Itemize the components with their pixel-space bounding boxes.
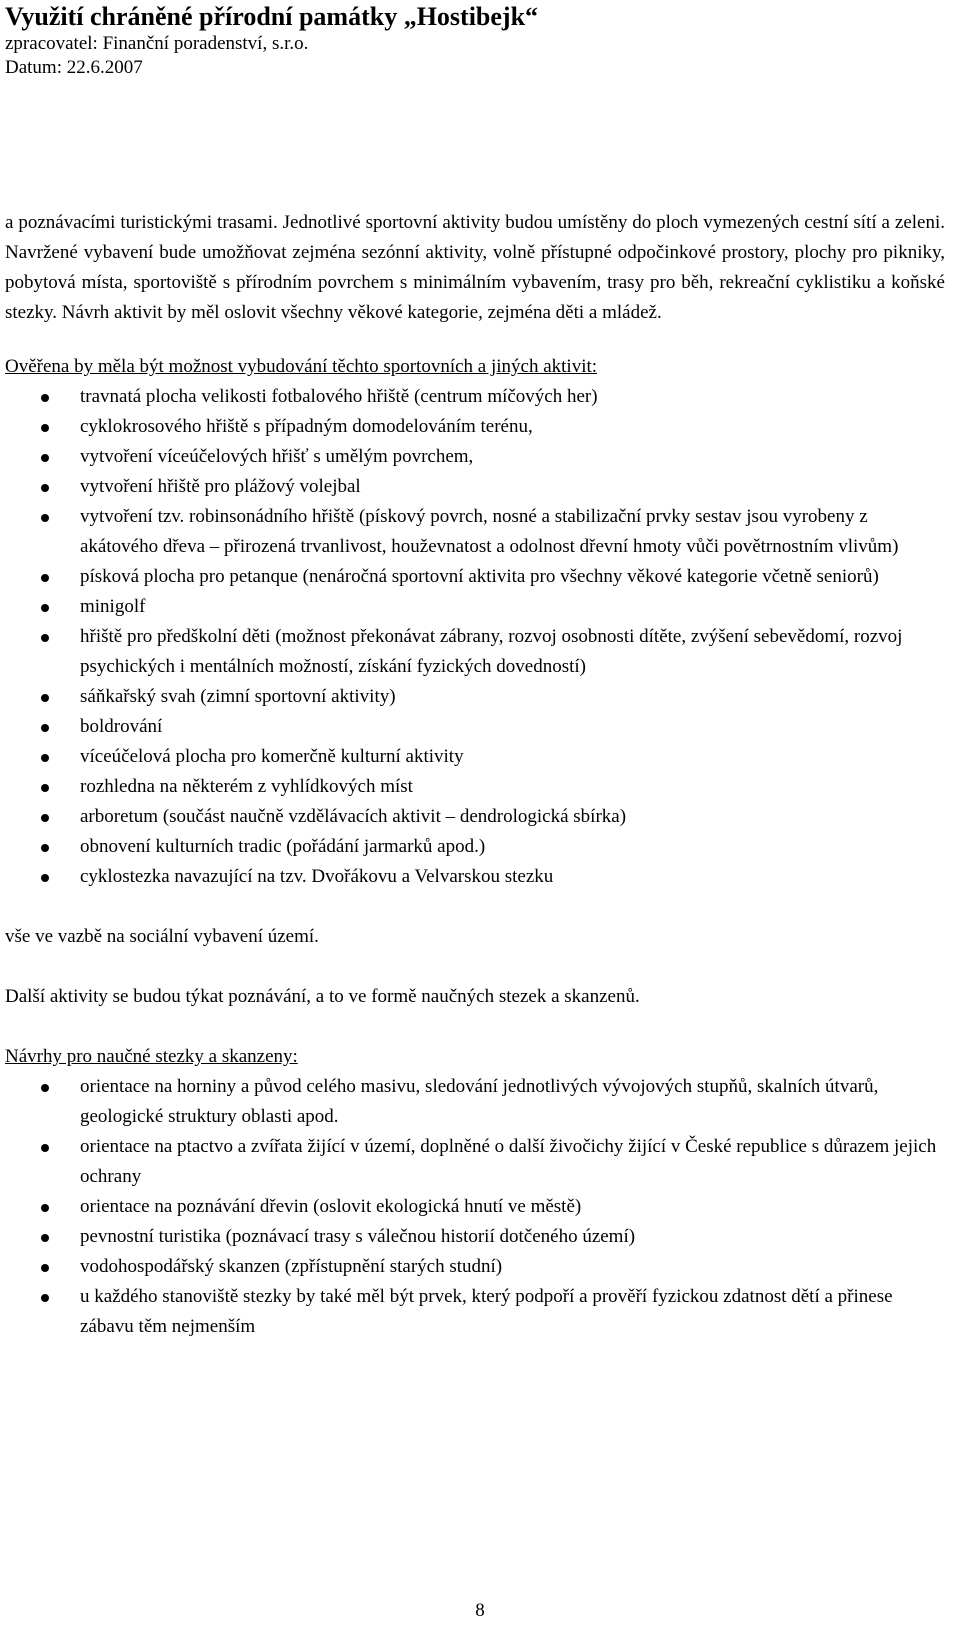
list-item: travnatá plocha velikosti fotbalového hřiště (centrum míčových her) xyxy=(5,382,945,412)
bullet-icon xyxy=(41,454,49,462)
closing-line: vše ve vazbě na sociální vybavení území. xyxy=(5,926,319,947)
bullet-icon xyxy=(41,874,49,882)
document-header xyxy=(5,2,945,80)
bullet-icon xyxy=(41,484,49,492)
list-item: pevnostní turistika (poznávací trasy s válečnou historií dotčeného území) xyxy=(5,1222,945,1252)
trails-section-heading: Návrhy pro naučné stezky a skanzeny: xyxy=(5,1046,298,1067)
bullet-icon xyxy=(41,1234,49,1242)
bullet-icon xyxy=(41,1144,49,1152)
bullet-icon xyxy=(41,784,49,792)
list-item: arboretum (součást naučně vzdělávacích aktivit – dendrologická sbírka) xyxy=(5,802,945,832)
list-item: sáňkařský svah (zimní sportovní aktivity) xyxy=(5,682,945,712)
intro-paragraph: a poznávacími turistickými trasami. Jednotlivé sportovní aktivity budou umístěny do ploch vymezených cestní sítí a zeleni. Navržené vybavení bude umožňovat zejména sezónní aktivity, volně přístupné odpočinkové prostory, plochy pro pikniky, pobytová místa, sportoviště s přírodním povrchem s minimálním vybavením, trasy pro běh, rekreační cyklistiku a koňské stezky. Návrh aktivit by měl oslovit všechny věkové kategorie, zejména děti a mládež. xyxy=(5,212,945,323)
bullet-icon xyxy=(41,1204,49,1212)
sports-section-heading: Ověřena by měla být možnost vybudování těchto sportovních a jiných aktivit: xyxy=(5,356,598,377)
bullet-icon xyxy=(41,754,49,762)
list-item: cyklostezka navazující na tzv. Dvořákovu a Velvarskou stezku xyxy=(5,862,945,892)
bullet-icon xyxy=(41,634,49,642)
list-item: orientace na poznávání dřevin (oslovit ekologická hnutí ve městě) xyxy=(5,1192,945,1222)
page-number: 8 xyxy=(475,1600,485,1621)
bullet-icon xyxy=(41,604,49,612)
bullet-icon xyxy=(41,844,49,852)
list-item: orientace na horniny a původ celého masivu, sledování jednotlivých vývojových stupňů, skalních útvarů, geologické struktury oblasti apod. xyxy=(5,1072,945,1132)
document-body xyxy=(5,208,945,1342)
document-author: zpracovatel: Finanční poradenství, s.r.o. xyxy=(5,33,309,54)
document-date: Datum: 22.6.2007 xyxy=(5,57,143,78)
list-item: rozhledna na některém z vyhlídkových míst xyxy=(5,772,945,802)
bullet-icon xyxy=(41,424,49,432)
list-item: hřiště pro předškolní děti (možnost překonávat zábrany, rozvoj osobnosti dítěte, zvýšení sebevědomí, rozvoj psychických i mentálních možností, získání fyzických dovedností) xyxy=(5,622,945,682)
bullet-icon xyxy=(41,1084,49,1092)
list-item: cyklokrosového hřiště s případným domodelováním terénu, xyxy=(5,412,945,442)
bullet-icon xyxy=(41,1294,49,1302)
list-item: obnovení kulturních tradic (pořádání jarmarků apod.) xyxy=(5,832,945,862)
list-item: písková plocha pro petanque (nenáročná sportovní aktivita pro všechny věkové kategorie včetně seniorů) xyxy=(5,562,945,592)
list-item: vytvoření hřiště pro plážový volejbal xyxy=(5,472,945,502)
bullet-icon xyxy=(41,724,49,732)
list-item: vodohospodářský skanzen (zpřístupnění starých studní) xyxy=(5,1252,945,1282)
trails-list xyxy=(5,1072,945,1342)
list-item: vytvoření víceúčelových hřišť s umělým povrchem, xyxy=(5,442,945,472)
list-item: u každého stanoviště stezky by také měl být prvek, který podpoří a prověří fyzickou zdatnost dětí a přinese zábavu těm nejmenším xyxy=(5,1282,945,1342)
bullet-icon xyxy=(41,574,49,582)
list-item: minigolf xyxy=(5,592,945,622)
bullet-icon xyxy=(41,694,49,702)
list-item: boldrování xyxy=(5,712,945,742)
document-title: Využití chráněné přírodní památky „Hostibejk“ xyxy=(5,2,539,31)
list-item: orientace na ptactvo a zvířata žijící v území, doplněné o další živočichy žijící v České republice s důrazem jejich ochrany xyxy=(5,1132,945,1192)
list-item: víceúčelová plocha pro komerčně kulturní aktivity xyxy=(5,742,945,772)
sports-activity-list xyxy=(5,382,945,892)
bullet-icon xyxy=(41,1264,49,1272)
bullet-icon xyxy=(41,394,49,402)
bullet-icon xyxy=(41,514,49,522)
list-item: vytvoření tzv. robinsonádního hřiště (pískový povrch, nosné a stabilizační prvky sestav jsou vyrobeny z akátového dřeva – přirozená trvanlivost, houževnatost a odolnost dřevní hmoty vůči povětrnostním vlivům) xyxy=(5,502,945,562)
bullet-icon xyxy=(41,814,49,822)
further-activities-paragraph: Další aktivity se budou týkat poznávání, a to ve formě naučných stezek a skanzenů. xyxy=(5,986,640,1007)
